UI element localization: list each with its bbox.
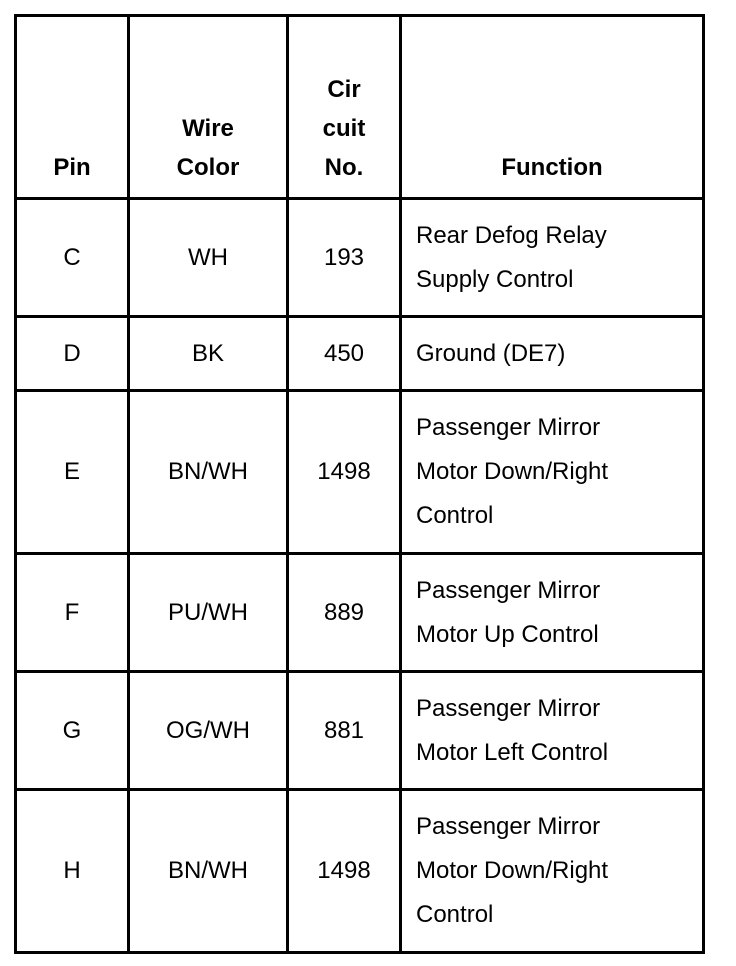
connector-pinout-table <box>14 14 705 954</box>
cell-function: Passenger Mirror Motor Down/Right Control <box>401 391 704 554</box>
cell-circuit-no: 450 <box>288 317 401 391</box>
cell-wire-color: BK <box>129 317 288 391</box>
cell-wire-color: PU/WH <box>129 554 288 672</box>
cell-pin: E <box>16 391 129 554</box>
table-row <box>16 317 704 391</box>
table-row <box>16 790 704 953</box>
cell-function: Passenger Mirror Motor Left Control <box>401 672 704 790</box>
table-row <box>16 554 704 672</box>
connector-pinout-sheet <box>14 14 702 954</box>
cell-function: Rear Defog Relay Supply Control <box>401 199 704 317</box>
cell-wire-color: BN/WH <box>129 790 288 953</box>
cell-function: Passenger Mirror Motor Up Control <box>401 554 704 672</box>
cell-pin: C <box>16 199 129 317</box>
cell-pin: H <box>16 790 129 953</box>
table-header-row <box>16 16 704 199</box>
cell-pin: D <box>16 317 129 391</box>
header-wire-color: Wire Color <box>129 16 288 199</box>
table-row <box>16 391 704 554</box>
cell-wire-color: BN/WH <box>129 391 288 554</box>
header-circuit-no: Cir cuit No. <box>288 16 401 199</box>
cell-circuit-no: 193 <box>288 199 401 317</box>
cell-wire-color: OG/WH <box>129 672 288 790</box>
header-pin: Pin <box>16 16 129 199</box>
cell-circuit-no: 1498 <box>288 790 401 953</box>
table-row <box>16 199 704 317</box>
cell-function: Ground (DE7) <box>401 317 704 391</box>
cell-circuit-no: 889 <box>288 554 401 672</box>
cell-wire-color: WH <box>129 199 288 317</box>
header-function: Function <box>401 16 704 199</box>
cell-function: Passenger Mirror Motor Down/Right Control <box>401 790 704 953</box>
table-row <box>16 672 704 790</box>
cell-pin: G <box>16 672 129 790</box>
cell-circuit-no: 1498 <box>288 391 401 554</box>
cell-circuit-no: 881 <box>288 672 401 790</box>
cell-pin: F <box>16 554 129 672</box>
